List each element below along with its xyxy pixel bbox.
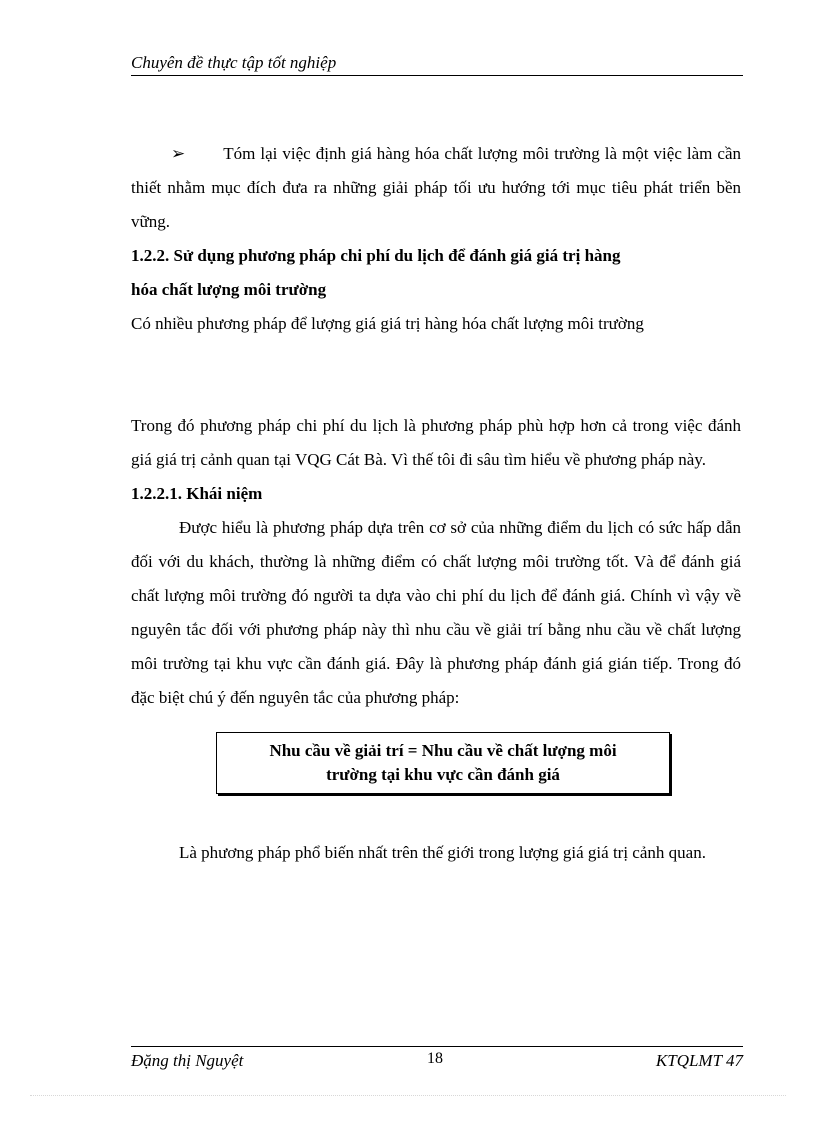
bullet-paragraph xyxy=(131,137,741,239)
document-body xyxy=(131,137,741,870)
method-paragraph: Trong đó phương pháp chi phí du lịch là phương pháp phù hợp hơn cả trong việc đánh giá giá trị cảnh quan tại VQG Cát Bà. Vì thế tôi đi sâu tìm hiểu về phương pháp này. xyxy=(131,416,741,469)
page-footer xyxy=(131,1046,743,1070)
section-heading-line1: 1.2.2. Sử dụng phương pháp chi phí du lịch để đánh giá giá trị hàng xyxy=(131,246,621,265)
formula-line2: trường tại khu vực cần đánh giá xyxy=(326,765,560,784)
footer-author: Đặng thị Nguyệt xyxy=(131,1051,244,1070)
closing-paragraph: Là phương pháp phổ biến nhất trên thế giới trong lượng giá giá trị cảnh quan. xyxy=(179,843,706,862)
intro-line: Có nhiều phương pháp để lượng giá giá trị hàng hóa chất lượng môi trường xyxy=(131,314,644,333)
footer-class-code: KTQLMT 47 xyxy=(655,1051,743,1070)
page-bottom-divider xyxy=(30,1095,786,1096)
concept-paragraph: Được hiểu là phương pháp dựa trên cơ sở của những điểm du lịch có sức hấp dẫn đối với du khách, thường là những điểm có chất lượng môi trường tốt. Và để đánh giá chất lượng môi trường đó người ta dựa vào chi phí du lịch để đánh giá. Chính vì vậy về nguyên tắc đối với phương pháp này thì nhu cầu về giải trí bằng nhu cầu về chất lượng môi trường tại khu vực cần đánh giá. Đây là phương pháp đánh giá gián tiếp. Trong đó đặc biệt chú ý đến nguyên tắc của phương pháp: xyxy=(131,518,741,707)
section-heading-line2: hóa chất lượng môi trường xyxy=(131,280,327,299)
formula-box xyxy=(216,732,670,794)
footer-page-number: 18 xyxy=(427,1050,443,1067)
blank-space xyxy=(131,341,741,409)
arrow-bullet-icon: ➢ xyxy=(171,144,186,163)
bullet-paragraph-text: Tóm lại việc định giá hàng hóa chất lượng môi trường là một việc làm cần thiết nhằm mục đích đưa ra những giải pháp tối ưu hướng tới mục tiêu phát triển bền vững. xyxy=(131,144,741,231)
subsection-heading: 1.2.2.1. Khái niệm xyxy=(131,484,263,503)
header-title: Chuyên đề thực tập tốt nghiệp xyxy=(131,53,337,72)
page-header xyxy=(131,52,743,76)
formula-line1: Nhu cầu về giải trí = Nhu cầu về chất lượng môi xyxy=(269,741,617,760)
